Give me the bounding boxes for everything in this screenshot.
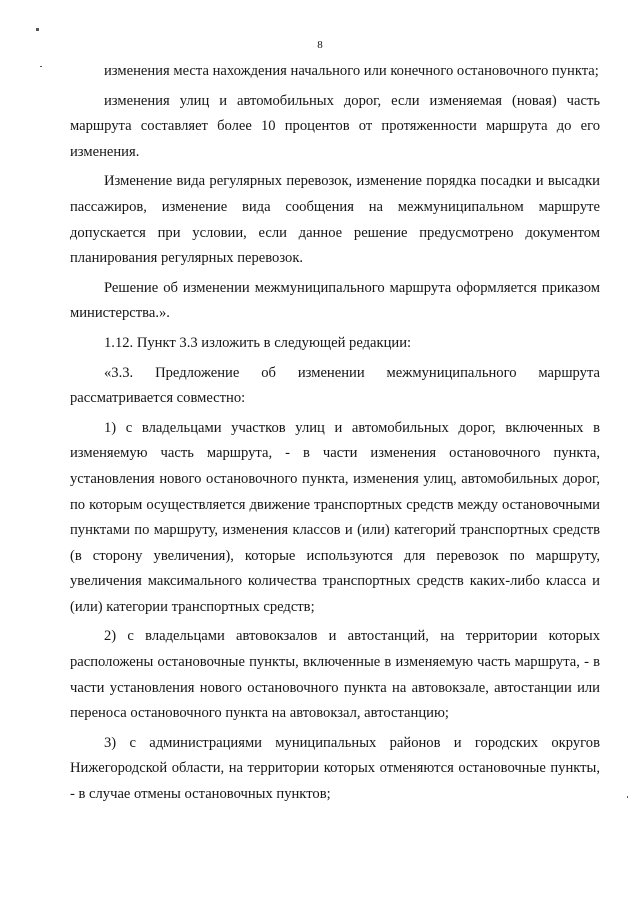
- scan-speck: [36, 28, 39, 31]
- paragraph-item-3: 3) с администрациями муниципальных районов и городских округов Нижегородской области, на территории которых отменяются остановочные пункты, - в случае отмены остановочных пунктов;: [70, 734, 600, 803]
- paragraph-decision-order: Решение об изменении межмуниципального маршрута оформляется приказом министерства.».: [70, 279, 600, 322]
- paragraph-clause-1-12: 1.12. Пункт 3.3 изложить в следующей редакции:: [104, 334, 412, 351]
- scan-speck: [627, 796, 628, 798]
- page-number: 8: [317, 39, 323, 51]
- paragraph-item-1: 1) с владельцами участков улиц и автомобильных дорог, включенных в изменяемую часть маршрута, - в части изменения остановочного пункта, установления нового остановочного пункта, изменения улиц, автомобильных дорог, по которым осуществляется движение транспортных средств между остановочными пунктами по маршруту, изменения классов и (или) категорий транспортных средств (в сторону увеличения), которые используются для перевозок по маршруту, увеличения максимального количества транспортных средств каких-либо класса и (или) категории транспортных средств;: [70, 419, 600, 615]
- paragraph-change-transport-type: Изменение вида регулярных перевозок, изменение порядка посадки и высадки пассажиров, изменение вида сообщения на межмуниципальном маршруте допускается при условии, если данное решение предусмотрено документом планирования регулярных перевозок.: [70, 173, 600, 267]
- scan-speck: [40, 66, 42, 67]
- paragraph-change-streets: изменения улиц и автомобильных дорог, если изменяемая (новая) часть маршрута составляет более 10 процентов от протяженности маршрута до его изменения.: [70, 92, 600, 160]
- paragraph-change-stop-location: изменения места нахождения начального или конечного остановочного пункта;: [104, 63, 599, 79]
- paragraph-item-2: 2) с владельцами автовокзалов и автостанций, на территории которых расположены остановочные пункты, включенные в изменяемую часть маршрута, - в части установления нового остановочного пункта на автовокзале, автостанции или переноса остановочного пункта на автовокзал, автостанцию;: [70, 628, 600, 722]
- paragraph-clause-3-3: «3.3. Предложение об изменении межмуниципального маршрута рассматривается совместно:: [70, 364, 600, 407]
- document-body: [70, 59, 600, 812]
